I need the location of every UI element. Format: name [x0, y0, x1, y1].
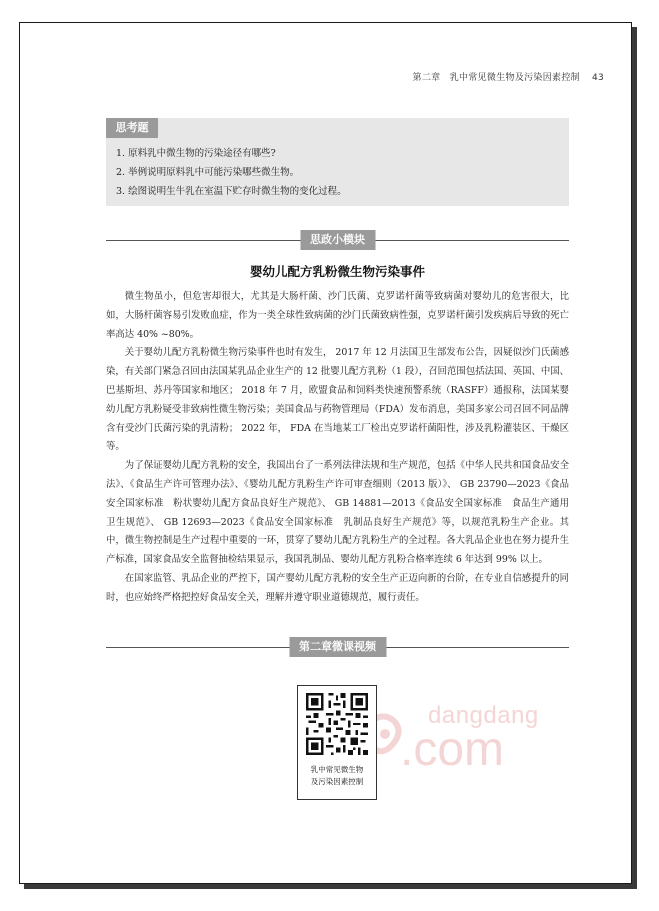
ideology-module-label: 思政小模块 — [300, 230, 375, 250]
qr-code-icon[interactable] — [306, 693, 368, 755]
running-header — [413, 70, 604, 83]
review-questions-title: 思考题 — [106, 118, 158, 138]
watermark-text: dangdang — [428, 702, 539, 729]
question-item: 2. 举例说明原料乳中可能污染哪些微生物。 — [116, 167, 300, 178]
review-questions-box — [106, 118, 569, 206]
question-item: 3. 绘图说明生牛乳在室温下贮存时微生物的变化过程。 — [116, 186, 347, 197]
article-paragraph: 关于婴幼儿配方乳粉微生物污染事件也时有发生， 2017 年 12 月法国卫生部发布公告，因疑似沙门氏菌感染，有关部门紧急召回由法国某乳品企业生产的 12 批婴儿配方乳粉（1 段），召回范围包括法国、英国、中国、巴基斯坦、苏丹等国家和地区； 2018 年 7 月，欧盟食品和饲料类快速预警系统（RASFF）通报称，法国某婴幼儿配方乳粉疑受非致病性微生物污染；美国食品与药物管理局（FDA）发布消息，美国多家公司召回不同品牌含有受沙门氏菌污染的乳清粉； 2022 年， FDA 在当地某工厂检出克罗诺杆菌阳性，涉及乳粉灌装区、干燥区等。 — [106, 347, 569, 453]
qr-video-card[interactable] — [297, 685, 377, 800]
ideology-module-divider — [106, 230, 569, 250]
article-paragraph: 为了保证婴幼儿配方乳粉的安全，我国出台了一系列法律法规和生产规范，包括《中华人民共和国食品安全法》、《食品生产许可管理办法》、《婴幼儿配方乳粉生产许可审查细则（2013 版）》、 GB 23790—2023《食品安全国家标准 粉状婴幼儿配方食品良好生产规范》、 GB 14881—2013《食品安全国家标准 食品生产通用卫生规范》、 GB 12693—2023《食品安全国家标准 乳制品良好生产规范》等，以规范乳粉生产企业。其中，微生物控制是生产过程中重要的一环，贯穿了婴幼儿配方乳粉生产的全过程。各大乳品企业也在努力提升生产标准，国家食品安全监督抽检结果显示，我国乳制品、婴幼儿配方乳粉合格率连续 6 年达到 99% 以上。 — [106, 460, 569, 566]
review-questions-list — [116, 144, 347, 201]
qr-caption — [298, 764, 376, 788]
article-body — [106, 288, 569, 608]
qr-caption-line: 及污染因素控制 — [310, 777, 364, 786]
question-item: 1. 原料乳中微生物的污染途径有哪些? — [116, 148, 276, 159]
article-paragraph: 在国家监管、乳品企业的严控下，国产婴幼儿配方乳粉的安全生产正迈向新的台阶，在专业自信感提升的同时，也应始终严格把控好食品安全关，理解并遵守职业道德规范，履行责任。 — [106, 572, 569, 603]
chapter-title: 第二章 乳中常见微生物及污染因素控制 — [412, 73, 580, 83]
page-number: 43 — [591, 73, 604, 83]
qr-caption-line: 乳中常见微生物 — [310, 765, 364, 774]
video-section-divider — [106, 637, 569, 657]
article-paragraph: 微生物虽小，但危害却很大，尤其是大肠杆菌、沙门氏菌、克罗诺杆菌等致病菌对婴幼儿的危害很大，比如，大肠杆菌容易引发败血症，作为一类全球性致病菌的沙门氏菌致病性强，克罗诺杆菌引发疾病后导致的死亡率高达 40% ~80%。 — [106, 291, 569, 340]
watermark-domain: .com — [400, 723, 505, 776]
video-section-label: 第二章微课视频 — [289, 637, 386, 657]
article-title: 婴幼儿配方乳粉微生物污染事件 — [249, 264, 425, 279]
